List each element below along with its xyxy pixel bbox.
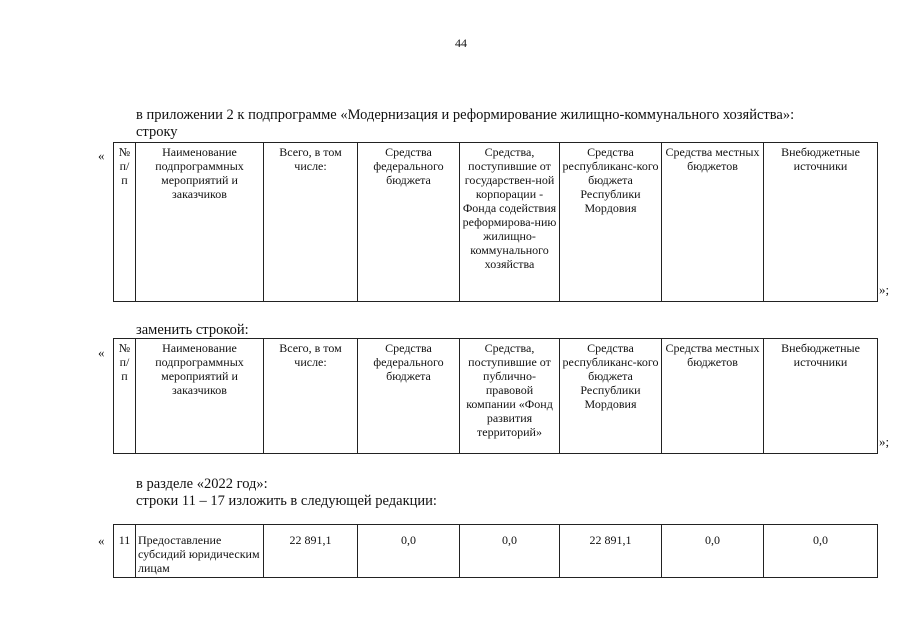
cell-federal: 0,0 — [358, 525, 460, 578]
open-quote-1: « — [98, 148, 105, 163]
cell-fund: 0,0 — [460, 525, 560, 578]
table-new-rows — [113, 524, 878, 578]
open-quote-2: « — [98, 345, 105, 360]
page-number: 44 — [455, 36, 467, 50]
col-name-header: Наименование подпрограммных мероприятий и заказчиков — [136, 339, 264, 454]
col-offbudget-header: Внебюджетные источники — [764, 143, 878, 302]
table-replacement-row — [113, 338, 878, 454]
cell-offbudget: 0,0 — [764, 525, 878, 578]
table-row — [114, 525, 878, 578]
section-line-1: в разделе «2022 год»: — [136, 476, 268, 492]
col-number-header: № п/ п — [114, 339, 136, 454]
open-quote-3: « — [98, 533, 105, 548]
col-offbudget-header: Внебюджетные источники — [764, 339, 878, 454]
replace-label: заменить строкой: — [136, 322, 249, 338]
table-row — [114, 339, 878, 454]
col-total-header: Всего, в том числе: — [264, 143, 358, 302]
cell-republic: 22 891,1 — [560, 525, 662, 578]
col-number-header: № п/ п — [114, 143, 136, 302]
col-total-header: Всего, в том числе: — [264, 339, 358, 454]
close-quote-2: »; — [879, 434, 890, 449]
col-name-header: Наименование подпрограммных мероприятий и заказчиков — [136, 143, 264, 302]
col-republic-header: Средства республиканс-кого бюджета Республики Мордовия — [560, 339, 662, 454]
table-original-row — [113, 142, 878, 302]
close-quote-1: »; — [879, 282, 890, 297]
cell-local: 0,0 — [662, 525, 764, 578]
col-federal-header: Средства федерального бюджета — [358, 339, 460, 454]
col-corporation-header: Средства, поступившие от государствен-ной корпорации - Фонда содействия реформирова-нию жилищно-коммунального хозяйства — [460, 143, 560, 302]
intro-line-2: строку — [136, 124, 178, 140]
section-line-2: строки 11 – 17 изложить в следующей редакции: — [136, 493, 437, 509]
col-local-header: Средства местных бюджетов — [662, 339, 764, 454]
col-fund-header: Средства, поступившие от публично-правовой компании «Фонд развития территорий» — [460, 339, 560, 454]
cell-total: 22 891,1 — [264, 525, 358, 578]
col-local-header: Средства местных бюджетов — [662, 143, 764, 302]
cell-name: Предоставление субсидий юридическим лицам — [136, 525, 264, 578]
intro-line-1: в приложении 2 к подпрограмме «Модернизация и реформирование жилищно-коммунального хозяйства»: — [136, 107, 795, 123]
col-federal-header: Средства федерального бюджета — [358, 143, 460, 302]
col-republic-header: Средства республиканс-кого бюджета Республики Мордовия — [560, 143, 662, 302]
table-row — [114, 143, 878, 302]
cell-number: 11 — [114, 525, 136, 578]
